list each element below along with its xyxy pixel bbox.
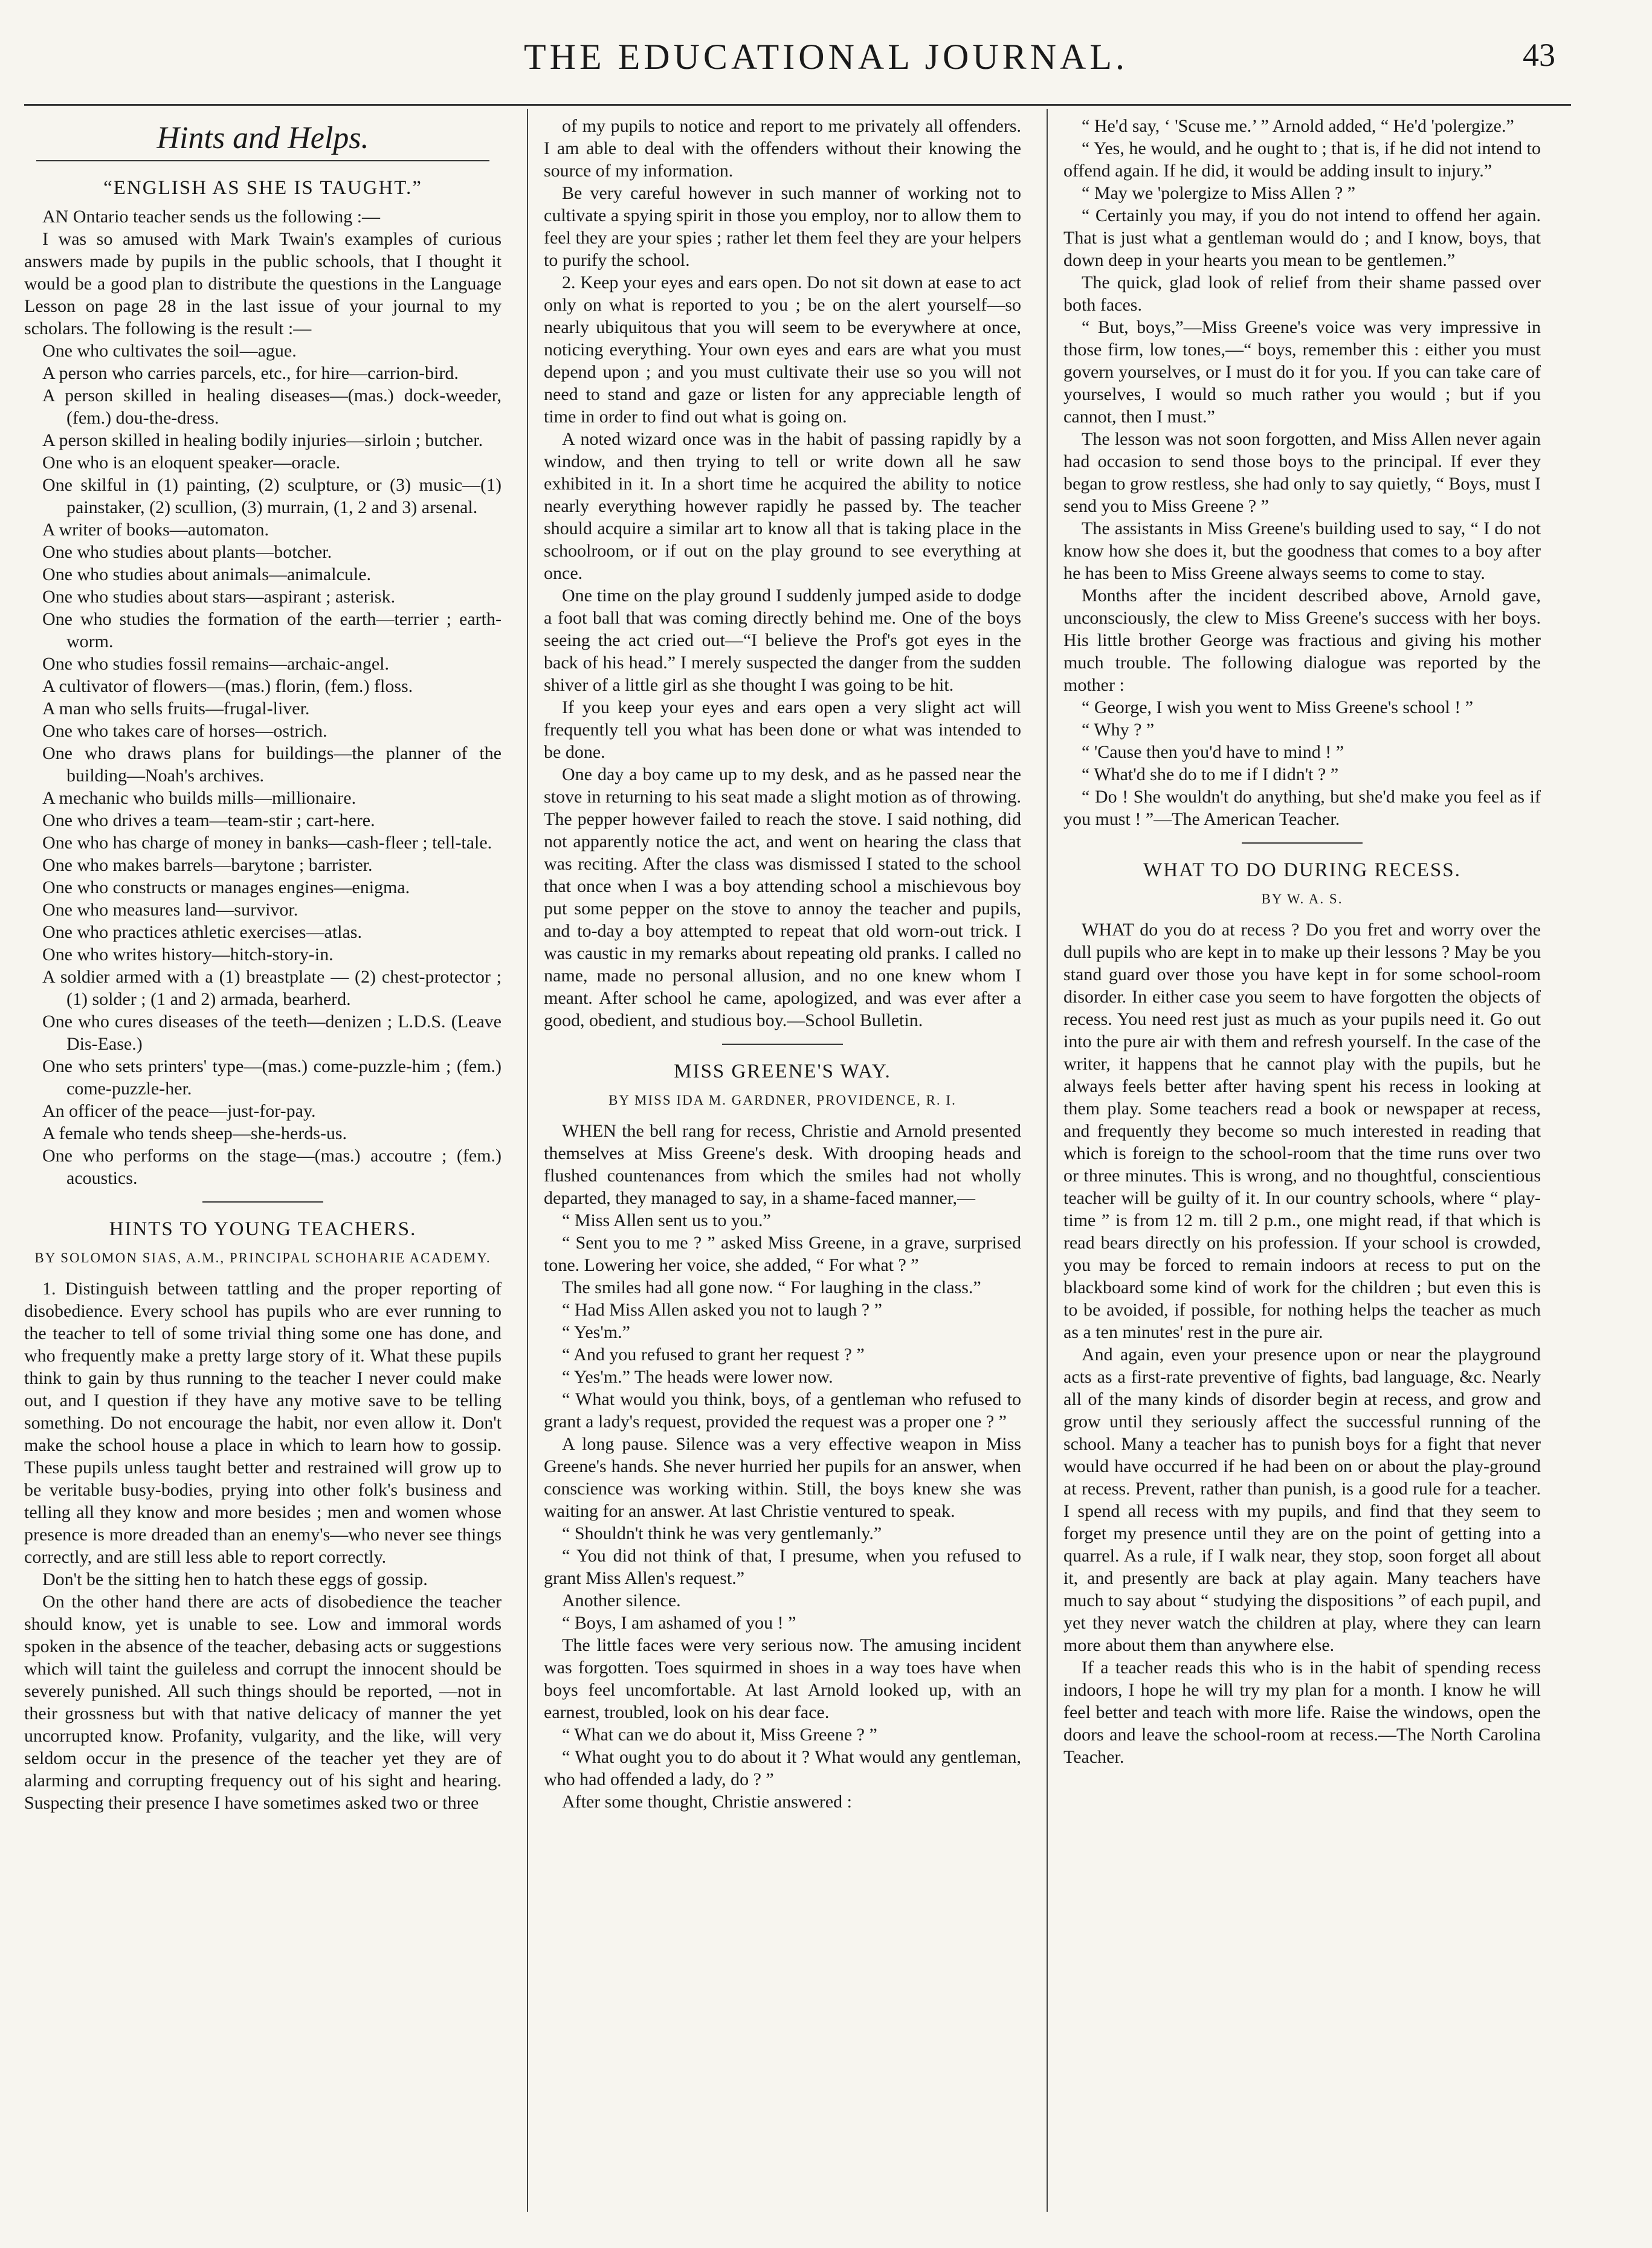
article-body (1063, 919, 1541, 1768)
column-3 (1063, 115, 1541, 2224)
page-number: 43 (1523, 37, 1555, 73)
article-paragraph: “ May we 'polergize to Miss Allen ? ” (1082, 183, 1356, 203)
answer-item: One who studies about animals—animalcule. (42, 564, 372, 584)
article-paragraph: On the other hand there are acts of disobedience the teacher should know, yet is unable to see. Low and immoral words spoken in the absence of the teacher, debasing acts or suggestions which will taint the guileless and corrupt the innocent should be severely punished. All such things should be reported, —not in their grossness but with that native delicacy of manner the yet uncorrupted know. Profanity, vulgarity, and the like, will very seldom occur in the presence of the teacher yet they are of alarming and corrupting frequency out of his sight and hearing. Suspecting their presence I have sometimes asked two or three (24, 1592, 502, 1813)
answer-item: One who has charge of money in banks—cash-fleer ; tell-tale. (42, 833, 492, 853)
article-paragraph: “ George, I wish you went to Miss Greene's school ! ” (1082, 697, 1474, 717)
article-paragraph: The little faces were very serious now. The amusing incident was forgotten. Toes squirmed in shoes in a way toes have when boys feel uncomfortable. At last Arnold looked up, with an earnest, troubled, look on his dear face. (544, 1635, 1021, 1722)
article-paragraph: WHEN the bell rang for recess, Christie and Arnold presented themselves at Miss Greene's desk. With drooping heads and flushed countenances from which the smiles had not wholly departed, they managed to say, in a shame-faced manner,— (544, 1121, 1021, 1208)
answer-item: One skilful in (1) painting, (2) sculpture, or (3) music—(1) painstaker, (2) scullion, (3) murrain, (1, 2 and 3) arsenal. (42, 475, 502, 517)
article-paragraph: Be very careful however in such manner of working not to cultivate a spying spirit in those you employ, nor to allow them to feel they are your spies ; rather let them feel they are your helpers to purify the school. (544, 183, 1021, 270)
column-rule-1 (527, 109, 528, 2212)
article-paragraph: “ Shouldn't think he was very gentlemanly.” (562, 1523, 882, 1543)
article-byline: BY MISS IDA M. GARDNER, PROVIDENCE, R. I. (608, 1093, 957, 1108)
answer-item: One who takes care of horses—ostrich. (42, 721, 327, 741)
article-paragraph: of my pupils to notice and report to me privately all offenders. I am able to deal with the offenders without their knowing the source of my information. (544, 116, 1021, 181)
column-rule-2 (1047, 109, 1048, 2212)
article-body (24, 1277, 502, 1814)
article-paragraph: Don't be the sitting hen to hatch these eggs of gossip. (42, 1569, 428, 1589)
answer-item: One who sets printers' type—(mas.) come-puzzle-him ; (fem.) come-puzzle-her. (42, 1056, 502, 1099)
article-paragraph: “ Yes'm.” (562, 1322, 630, 1342)
article-paragraph: A long pause. Silence was a very effective weapon in Miss Greene's hands. She never hurried her pupils for an answer, when conscience was working within. Still, the boys knew she was waiting for an answer. At last Christie ventured to speak. (544, 1434, 1021, 1521)
article-paragraph: The lesson was not soon forgotten, and Miss Allen never again had occasion to send those boys to the principal. If ever they began to grow restless, she had only to say quietly, “ Boys, must I send you to Miss Greene ? ” (1063, 429, 1541, 516)
answer-item: One who draws plans for buildings—the planner of the building—Noah's archives. (42, 743, 502, 786)
article-paragraph: “ Yes, he would, and he ought to ; that is, if he did not intend to offend again. If he did, it would be adding insult to injury.” (1063, 138, 1541, 181)
answer-item: An officer of the peace—just-for-pay. (42, 1101, 316, 1121)
article-paragraph: Months after the incident described above, Arnold gave, unconsciously, the clew to Miss Greene's success with her boys. His little brother George was fractious and giving his mother much trouble. The following dialogue was reported by the mother : (1063, 586, 1541, 695)
article-paragraph: And again, even your presence upon or near the playground acts as a first-rate preventive of fights, bad language, &c. Nearly all of the many kinds of disorder begin at recess, and grow and grow until they seriously affect the successful running of the school. Many a teacher has to punish boys for a fight that never would have occurred if he had been on or about the play-ground at recess. Prevent, rather than punish, is a good rule for a teacher. I spend all recess with my pupils, and find that they seem to forget my presence until they are on the point of getting into a quarrel. As a rule, if I walk near, they stop, soon forget all about it, and presently are back at play again. Many teachers have much to say about “ studying the dispositions ” of each pupil, and yet they never watch the children at play, where they can learn more about them than anywhere else. (1063, 1345, 1541, 1655)
answer-item: One who makes barrels—barytone ; barrister. (42, 855, 373, 875)
article-paragraph: “ 'Cause then you'd have to mind ! ” (1082, 742, 1344, 762)
answer-item: One who drives a team—team-stir ; cart-here. (42, 810, 375, 830)
article-paragraph: “ What would you think, boys, of a gentleman who refused to grant a lady's request, provided the request was a proper one ? ” (544, 1389, 1021, 1432)
answer-item: One who constructs or manages engines—enigma. (42, 877, 410, 897)
answer-item: One who studies fossil remains—archaic-angel. (42, 654, 389, 674)
article-intro: AN Ontario teacher sends us the following :— (42, 207, 381, 227)
article-title-hints: HINTS TO YOUNG TEACHERS. (109, 1218, 417, 1240)
article-paragraph: A noted wizard once was in the habit of passing rapidly by a window, and then trying to tell or write down all he saw exhibited in it. In a short time he acquired the ability to notice nearly everything however rapidly he passed by. The teacher should acquire a similar art to know all that is taking place in the schoolroom, or if out on the play ground to see everything at once. (544, 429, 1021, 583)
article-paragraph: “ You did not think of that, I presume, when you refused to grant Miss Allen's request.” (544, 1546, 1021, 1588)
answer-item: A person skilled in healing bodily injuries—sirloin ; butcher. (42, 430, 483, 450)
article-title-greene: MISS GREENE'S WAY. (674, 1061, 891, 1082)
continued-article-body (1063, 115, 1541, 830)
article-paragraph: “ Why ? ” (1082, 720, 1155, 740)
article-separator (722, 1044, 843, 1045)
answer-item: One who studies the formation of the earth—terrier ; earth-worm. (42, 609, 502, 651)
article-paragraph: “ Boys, I am ashamed of you ! ” (562, 1613, 796, 1633)
answers-list (24, 340, 502, 1189)
article-body (544, 1120, 1021, 1813)
column-2 (544, 115, 1021, 2224)
answer-item: A man who sells fruits—frugal-liver. (42, 699, 310, 719)
answer-item: One who cures diseases of the teeth—denizen ; L.D.S. (Leave Dis-Ease.) (42, 1012, 502, 1054)
column-1 (24, 115, 502, 2224)
answer-item: A person who carries parcels, etc., for hire—carrion-bird. (42, 363, 459, 383)
answer-item: A cultivator of flowers—(mas.) florin, (fem.) floss. (42, 676, 413, 696)
article-separator (202, 1201, 323, 1203)
answer-item: One who practices athletic exercises—atlas. (42, 922, 362, 942)
article-separator (1242, 842, 1363, 844)
answer-item: One who studies about stars—aspirant ; asterisk. (42, 587, 396, 607)
article-paragraph: Another silence. (562, 1591, 681, 1610)
article-title-english: “ENGLISH AS SHE IS TAUGHT.” (103, 177, 422, 199)
article-paragraph: “ But, boys,”—Miss Greene's voice was very impressive in those firm, low tones,—“ boys, remember this : either you must govern yourselves, or I must do it for you. If you can take care of yourselves, I would so much rather you would ; but if you cannot, then I must.” (1063, 317, 1541, 427)
article-paragraph: “ Certainly you may, if you do not intend to offend her again. That is just what a gentleman would do ; and I know, boys, that down deep in your hearts you mean to be gentlemen.” (1063, 205, 1541, 270)
article-paragraph: One day a boy came up to my desk, and as he passed near the stove in returning to his seat made a slight motion as of throwing. The pepper however failed to reach the stove. I said nothing, did not apparently notice the act, and went on hearing the class that was reciting. After the class was dismissed I stated to the school that once when I was a boy attending school a mischievous boy put some pepper on the stove to annoy the teacher and pupils, and to-day a boy attempted to repeat that old worn-out trick. I was caustic in my remarks about repeating old pranks. I called no name, made no personal allusion, and no one knew whom I meant. After school he came, apologized, and was ever after a good, obedient, and studious boy.—School Bulletin. (544, 764, 1021, 1030)
article-paragraph: “ Sent you to me ? ” asked Miss Greene, in a grave, surprised tone. Lowering her voice, she added, “ For what ? ” (544, 1233, 1021, 1275)
article-paragraph: 1. Distinguish between tattling and the proper reporting of disobedience. Every school has pupils who are ever running to the teacher to tell of some trivial thing some one has done, and who frequently make a pretty large story of it. What these pupils think to gain by thus running to the teacher I never could make out, and I question if they have any motive save to be telling something. Do not encourage the habit, nor even allow it. Don't make the school house a place in which to learn how to gossip. These pupils unless taught better and restrained will grow up to be veritable busy-bodies, prying into other folk's business and telling all they know and more besides ; men and women whose presence is more dreaded than an enemy's—who never see things correctly, and are still less able to report correctly. (24, 1279, 502, 1567)
answer-item: One who measures land—survivor. (42, 900, 298, 920)
answer-item: One who writes history—hitch-story-in. (42, 945, 334, 964)
article-paragraph: I was so amused with Mark Twain's examples of curious answers made by pupils in the public schools, that I thought it would be a good plan to distribute the questions in the Language Lesson on page 28 in the last issue of your journal to my scholars. The following is the result :— (24, 229, 502, 338)
answer-item: A soldier armed with a (1) breastplate — (2) chest-protector ; (1) solder ; (1 and 2) armada, bearherd. (42, 967, 502, 1009)
article-paragraph: “ What'd she do to me if I didn't ? ” (1082, 764, 1339, 784)
article-paragraph: If you keep your eyes and ears open a very slight act will frequently tell you what has been done or what was intended to be done. (544, 697, 1021, 762)
section-title: Hints and Helps. (156, 121, 369, 155)
answer-item: One who performs on the stage—(mas.) accoutre ; (fem.) acoustics. (42, 1146, 502, 1188)
article-paragraph: One time on the play ground I suddenly jumped aside to dodge a foot ball that was coming directly behind me. One of the boys seeing the act cried out—“I believe the Prof's got eyes in the back of his head.” I merely suspected the danger from the sudden shiver of a little girl as she thought I was going to be hit. (544, 586, 1021, 695)
answer-item: One who is an eloquent speaker—oracle. (42, 453, 341, 473)
article-title-recess: WHAT TO DO DURING RECESS. (1143, 859, 1461, 881)
article-paragraph: The quick, glad look of relief from their shame passed over both faces. (1063, 273, 1541, 315)
article-paragraph: “ What ought you to do about it ? What would any gentleman, who had offended a lady, do ? ” (544, 1747, 1021, 1789)
article-byline: BY SOLOMON SIAS, A.M., PRINCIPAL SCHOHARIE ACADEMY. (34, 1250, 491, 1265)
article-paragraph: “ Do ! She wouldn't do anything, but she'd make you feel as if you must ! ”—The American Teacher. (1063, 787, 1541, 829)
journal-title: THE EDUCATIONAL JOURNAL. (523, 37, 1129, 77)
article-paragraph: After some thought, Christie answered : (562, 1792, 852, 1812)
article-paragraph: The smiles had all gone now. “ For laughing in the class.” (562, 1277, 981, 1297)
article-paragraph: “ And you refused to grant her request ? ” (562, 1345, 865, 1365)
article-paragraph: 2. Keep your eyes and ears open. Do not sit down at ease to act only on what is reported to you ; be on the alert yourself—so nearly ubiquitous that you will seem to be everywhere at once, noticing everything. Your own eyes and ears are what you must depend upon ; and you must cultivate their use so you will not need to stand and gaze or listen for any appreciable length of time in order to find out what is going on. (544, 273, 1021, 427)
answer-item: One who studies about plants—botcher. (42, 542, 332, 562)
section-title-rule (36, 160, 489, 161)
answer-item: A person skilled in healing diseases—(mas.) dock-weeder, (fem.) dou-the-dress. (42, 386, 502, 428)
answer-item: A writer of books—automaton. (42, 520, 269, 540)
header-rule (24, 104, 1571, 106)
article-paragraph: WHAT do you do at recess ? Do you fret and worry over the dull pupils who are kept in to make up their lessons ? May be you stand guard over those you have kept in for some school-room disorder. In either case you seem to have forgotten the objects of recess. You need rest just as much as your pupils need it. Go out into the pure air with them and refresh yourself. In the case of the writer, it happens that he cannot play with the pupils, but he always feels better after having spent his recess in looking at them play. Some teachers read a book or newspaper at recess, and frequently they become so much interested in reading that which is foreign to the school-room that the time runs over two or three minutes. This is wrong, and no thoughtful, conscientious teacher will be guilty of it. In our country schools, where “ play-time ” is from 12 m. till 2 p.m., one might read, if that which is read bears directly on his profession. If your school is crowded, you may be forced to remain indoors at recess to put on the blackboard some kind of work for the children ; but even this is to be avoided, if possible, for nothing helps the teacher as much as a ten minutes' rest in the pure air. (1063, 920, 1541, 1342)
continued-article-body (544, 115, 1021, 1032)
answer-item: One who cultivates the soil—ague. (42, 341, 297, 361)
article-paragraph: The assistants in Miss Greene's building used to say, “ I do not know how she does it, but the goodness that comes to a boy after he has been to Miss Greene always seems to come to stay. (1063, 518, 1541, 583)
running-head (0, 36, 1652, 91)
article-paragraph: “ Miss Allen sent us to you.” (562, 1210, 771, 1230)
article-paragraph: If a teacher reads this who is in the habit of spending recess indoors, I hope he will try my plan for a month. I know he will feel better and teach with more life. Raise the windows, open the doors and leave the school-room at recess.—The North Carolina Teacher. (1063, 1658, 1541, 1767)
article-paragraph: “ What can we do about it, Miss Greene ? ” (562, 1725, 877, 1745)
article-paragraph: “ He'd say, ‘ 'Scuse me.’ ” Arnold added, “ He'd 'polergize.” (1082, 116, 1514, 136)
article-byline: BY W. A. S. (1261, 891, 1343, 906)
answer-item: A mechanic who builds mills—millionaire. (42, 788, 357, 808)
answer-item: A female who tends sheep—she-herds-us. (42, 1123, 347, 1143)
article-paragraph: “ Yes'm.” The heads were lower now. (562, 1367, 833, 1387)
article-paragraph: “ Had Miss Allen asked you not to laugh ? ” (562, 1300, 882, 1320)
